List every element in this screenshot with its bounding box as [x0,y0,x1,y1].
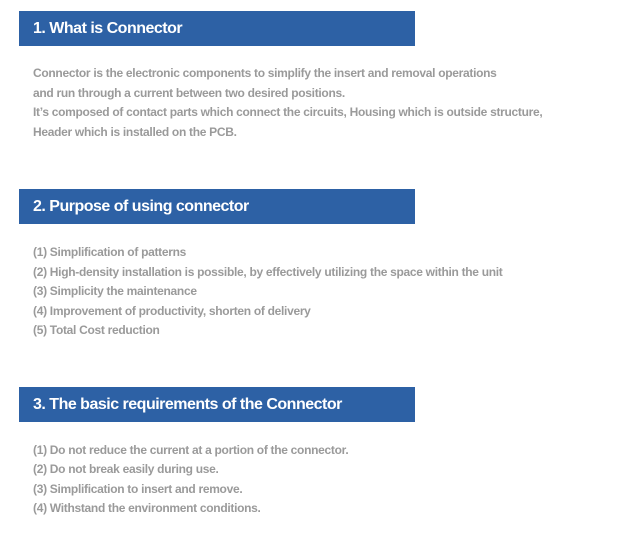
section-3-item-4: (4) Withstand the environment conditions. [33,501,261,515]
section-1-line-1: Connector is the electronic components to simplify the insert and removal operations [33,66,497,80]
section-3-item-2: (2) Do not break easily during use. [33,462,219,476]
section-1-body [33,64,626,142]
section-2-item-4: (4) Improvement of productivity, shorten of delivery [33,303,311,318]
section-2-header: 2. Purpose of using connector [19,189,415,224]
section-1-line-2: and run through a current between two desired positions. [33,85,345,100]
section-3-item-1: (1) Do not reduce the current at a portion of the connector. [33,442,349,457]
section-purpose-of-connector [0,189,626,341]
document-page [0,11,626,551]
section-3-header: 3. The basic requirements of the Connector [19,387,415,422]
section-2-item-1: (1) Simplification of patterns [33,245,187,259]
section-2-item-5: (5) Total Cost reduction [33,323,160,337]
section-1-line-3: It’s composed of contact parts which connect the circuits, Housing which is outside structure, [33,105,543,119]
section-basic-requirements [0,387,626,519]
section-2-item-2: (2) High-density installation is possible, by effectively utilizing the space within the unit [33,264,503,279]
section-2-item-3: (3) Simplicity the maintenance [33,284,197,298]
section-what-is-connector [0,11,626,142]
section-2-body [33,243,626,341]
section-1-line-4: Header which is installed on the PCB. [33,124,237,139]
section-3-item-3: (3) Simplification to insert and remove. [33,481,243,496]
section-3-body [33,441,626,519]
section-1-header: 1. What is Connector [19,11,415,46]
